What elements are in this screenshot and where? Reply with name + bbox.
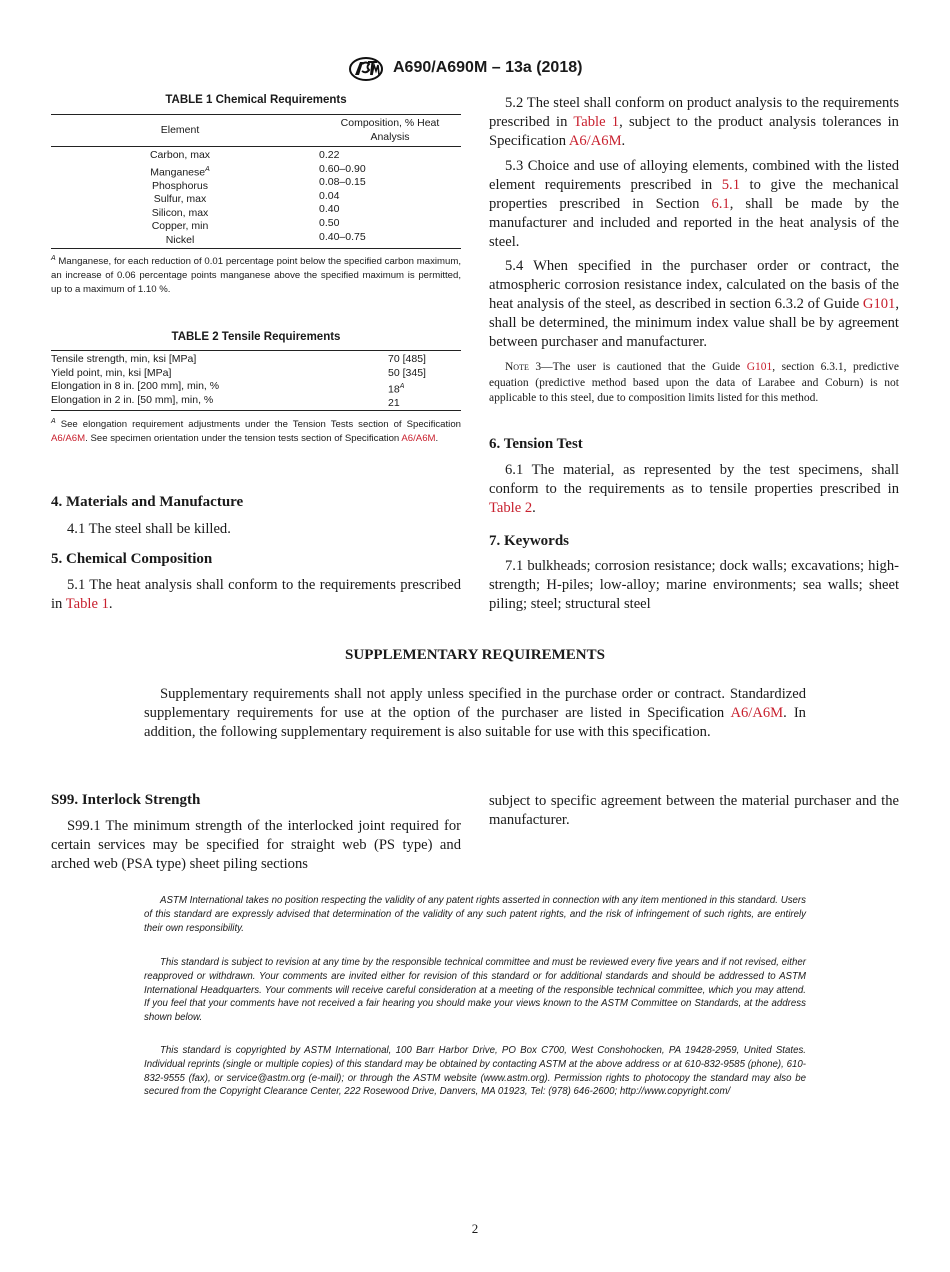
table-cell: Silicon, max [151, 206, 209, 219]
table-cell: Copper, min [151, 220, 209, 233]
table2-value-column [388, 353, 460, 411]
link-g101[interactable]: G101 [862, 296, 896, 312]
table1-header-rule [51, 146, 461, 147]
paragraph-7-1: 7.1 bulkheads; corrosion resistance; dock walls; excavations; high-strength; H-piles; low-alloy; marine environments; sea walls; sheet piling; steel; structural steel [489, 558, 899, 612]
table-cell: Elongation in 8 in. [200 mm], min, % [51, 380, 220, 393]
section-7-heading: 7. Keywords [489, 533, 569, 549]
link-a6-a6m[interactable]: A6/A6M [568, 133, 622, 149]
link-section-5-1[interactable]: 5.1 [721, 177, 740, 193]
legal-copyright-notice: This standard is copyrighted by ASTM International, 100 Barr Harbor Drive, PO Box C700, West Conshohocken, PA 19428-2959, United States. Individual reprints (single or multiple copies) of this standard may be obtained by contacting ASTM at the above address or at 610-832-9585 (phone), 610-832-9555 (fax), or service@astm.org (e-mail); or through the ASTM website (www.astm.org). Permission rights to photocopy the standard may also be secured from the Copyright Clearance Center, 222 Rosewood Drive, Danvers, MA 01923, Tel: (978) 646-2600; http://www.copyright.com/ [144, 1045, 806, 1098]
table2-label-column [51, 353, 381, 407]
link-a6-a6m[interactable]: A6/A6M [730, 705, 784, 721]
table-cell: 0.40–0.75 [319, 230, 366, 243]
table-cell: Tensile strength, min, ksi [MPa] [51, 353, 197, 365]
table-cell: 0.04 [319, 189, 340, 202]
paragraph-s99-1: S99.1 The minimum strength of the interlocked joint required for certain services may be specified for straight web (PS type) and arched web (PSA type) sheet piling sections [51, 818, 461, 872]
page-number: 2 [471, 1221, 479, 1236]
supplementary-intro: Supplementary requirements shall not apply unless specified in the purchase order or contract. Standardized supplementary requirements for use at the option of the purchaser are listed in Specification A6/A6M. In addition, the following supplementary requirement is also suitable for use with this specification. [144, 686, 806, 740]
table1-footnote: $^A$ Manganese, for each reduction of 0.01 percentage point below the specified carbon maximum, an increase of 0.06 percentage points manganese above the specified maximum is permitted, up to a maximum of 1.10 %. [51, 255, 461, 296]
table-cell: 0.50 [319, 216, 340, 229]
table-cell: 50 [345] [388, 366, 426, 379]
section-6-heading: 6. Tension Test [489, 436, 583, 452]
paragraph-5-1: 5.1 The heat analysis shall conform to the requirements prescribed in Table 1. [51, 577, 461, 612]
link-table-2[interactable]: Table 2 [489, 500, 533, 516]
table1-col-composition: Composition, % Heat Analysis [340, 117, 440, 143]
table-cell: 70 [485] [388, 353, 426, 365]
table1-bottom-rule [51, 248, 461, 249]
section-s99-heading: S99. Interlock Strength [51, 792, 201, 808]
document-id: A690/A690M – 13a (2018) [393, 59, 583, 76]
table-cell: Yield point, min, ksi [MPa] [51, 366, 172, 379]
table-cell: Carbon, max [149, 149, 211, 161]
note-3: Note 3—The user is cautioned that the Guide G101, section 6.3.1, predictive equation (predictive method based upon the data of Larabee and Coburn) is not applicable to this steel, due to composition limits listed for this method. [489, 361, 900, 405]
link-section-6-1[interactable]: 6.1 [711, 196, 730, 212]
section-5-heading: 5. Chemical Composition [51, 551, 213, 567]
paragraph-4-1: 4.1 The steel shall be killed. [67, 521, 231, 537]
table2-footnote: $^A$ See elongation requirement adjustments under the Tension Tests section of Specification A6/A6M. See specimen orientation under the tension tests section of Specification A6/A6M. [51, 418, 461, 445]
legal-revision-notice: This standard is subject to revision at any time by the responsible technical committee and must be reviewed every five years and if not revised, either reapproved or withdrawn. Your comments are invited either for revision of this standard or for additional standards and should be addressed to ASTM International Headquarters. Your comments will receive careful consideration at a meeting of the responsible technical committee, which you may attend. If you feel that your comments have not received a fair hearing you should make your views known to the ASTM Committee on Standards, at the address shown below. [144, 957, 806, 1024]
link-a6-a6m[interactable]: A6/A6M [51, 433, 86, 445]
table-cell: Elongation in 2 in. [50 mm], min, % [51, 393, 214, 406]
table-cell: 0.22 [319, 149, 340, 161]
table-cell: $18^A$ [388, 383, 405, 396]
table-cell: 0.40 [319, 203, 340, 216]
astm-logo-icon [348, 56, 384, 82]
table-cell: 21 [388, 397, 400, 410]
table1-element-column [51, 149, 309, 248]
paragraph-6-1: 6.1 The material, as represented by the test specimens, shall conform to the requirements as to tensile properties prescribed in Table 2. [489, 462, 899, 516]
link-a6-a6m[interactable]: A6/A6M [401, 433, 436, 445]
table1-top-rule [51, 114, 461, 115]
link-table-1[interactable]: Table 1 [65, 596, 109, 612]
paragraph-5-3: 5.3 Choice and use of alloying elements, combined with the listed element requirements prescribed in 5.1 to give the mechanical properties prescribed in Section 6.1, shall be made by the manufacturer and included and reported in the heat analysis of the steel. [489, 158, 899, 250]
link-table-1[interactable]: Table 1 [573, 114, 620, 130]
table1-title: TABLE 1 Chemical Requirements [165, 94, 347, 106]
table-cell: 0.60–0.90 [319, 162, 366, 175]
table-cell: Nickel [165, 234, 195, 247]
link-g101[interactable]: G101 [746, 361, 773, 373]
paragraph-5-2: 5.2 The steel shall conform on product analysis to the requirements prescribed in Table 1, subject to the product analysis tolerances in Specification A6/A6M. [489, 95, 899, 149]
table1-col-element: Element [160, 124, 200, 136]
paragraph-s99-1-continued: subject to specific agreement between the material purchaser and the manufacturer. [489, 793, 899, 828]
table-cell: Manganese$^A$ [150, 165, 210, 179]
page-header [0, 56, 950, 86]
table2-top-rule [51, 350, 461, 351]
table-cell: Phosphorus [151, 179, 209, 192]
paragraph-5-4: 5.4 When specified in the purchaser order or contract, the atmospheric corrosion resistance index, calculated on the basis of the heat analysis of the steel, as described in section 6.3.2 of Guide G101, shall be determined, the minimum index value shall be by agreement between purchaser and manufacturer. [489, 258, 899, 350]
table2-bottom-rule [51, 410, 461, 411]
legal-patent-notice: ASTM International takes no position respecting the validity of any patent rights asserted in connection with any item mentioned in this standard. Users of this standard are expressly advised that determination of the validity of any such patent rights, and the risk of infringement of such rights, are entirely their own responsibility. [144, 895, 806, 934]
table-cell: Sulfur, max [153, 193, 207, 206]
table-cell: 0.08–0.15 [319, 176, 366, 189]
supplementary-heading: SUPPLEMENTARY REQUIREMENTS [345, 647, 605, 663]
table1-value-column [319, 149, 459, 244]
table2-title: TABLE 2 Tensile Requirements [171, 331, 341, 343]
section-4-heading: 4. Materials and Manufacture [51, 494, 244, 510]
